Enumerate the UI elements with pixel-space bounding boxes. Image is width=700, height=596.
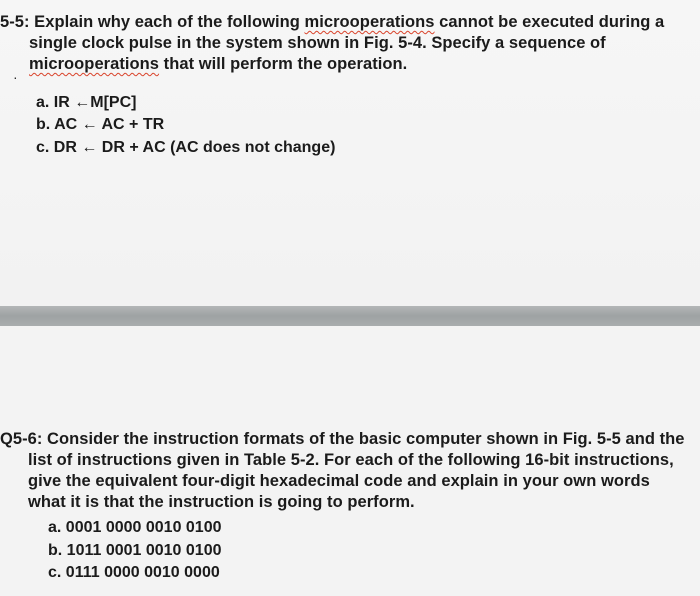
q55-line-1-end: cannot be executed during a bbox=[434, 13, 665, 31]
spellcheck-word: microoperations bbox=[29, 55, 160, 73]
bullet-dot: · bbox=[13, 69, 18, 85]
q56-line-4: what it is that the instruction is going to perform. bbox=[28, 493, 415, 511]
q56-item-c: c. 0111 0000 0010 0000 bbox=[48, 564, 220, 581]
q55-item-c: c. DR ← DR + AC (AC does not change) bbox=[36, 139, 336, 156]
q55-item-b: b. AC ← AC + TR bbox=[36, 116, 165, 133]
page-divider bbox=[0, 306, 700, 326]
q56-line-3: give the equivalent four-digit hexadecimal code and explain in your own words bbox=[28, 472, 650, 490]
q55-prompt bbox=[0, 12, 664, 75]
q55-item-a: a. IR ←M[PC] bbox=[36, 94, 137, 111]
q55-line-2: single clock pulse in the system shown in Fig. 5-4. Specify a sequence of bbox=[29, 34, 606, 52]
q55-line-1 bbox=[0, 12, 664, 33]
spellcheck-word: microoperations bbox=[304, 13, 435, 31]
q56-item-b: b. 1011 0001 0010 0100 bbox=[48, 542, 222, 559]
q56-line-1: Q5-6: Consider the instruction formats of the basic computer shown in Fig. 5-5 and the bbox=[0, 430, 685, 448]
q56-prompt bbox=[0, 429, 685, 513]
q55-line-3-end: that will perform the operation. bbox=[159, 55, 408, 73]
q56-line-2: list of instructions given in Table 5-2. For each of the following 16-bit instructions, bbox=[28, 451, 674, 469]
q55-line-3 bbox=[0, 54, 664, 75]
q55-line-1-start: 5-5: Explain why each of the following bbox=[0, 13, 305, 31]
q56-item-a: a. 0001 0000 0010 0100 bbox=[48, 519, 222, 536]
